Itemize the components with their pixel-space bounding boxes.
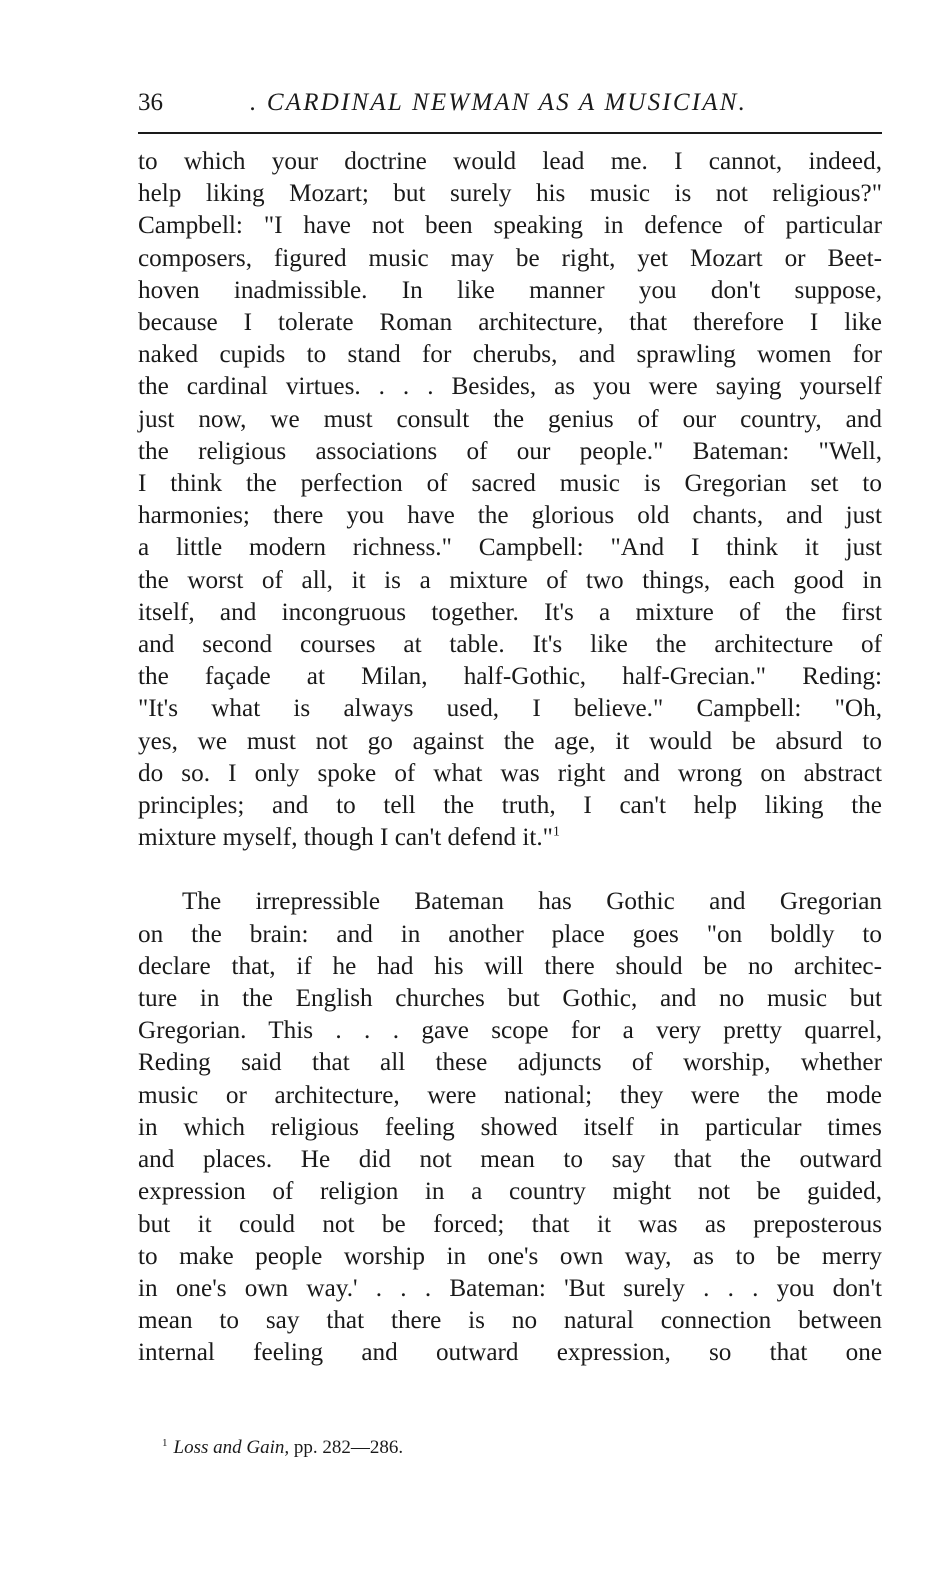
text-line-content: mixture myself, though I can't defend it." (138, 824, 553, 852)
footnote-mark: 1 (162, 1436, 168, 1449)
footnote (162, 1435, 403, 1461)
text-line: the façade at Milan, half-Gothic, half-Grecian." Reding: (138, 663, 882, 691)
text-line: hoven inadmissible. In like manner you don't suppose, (138, 276, 882, 304)
text-line: the religious associations of our people." Bateman: "Well, (138, 437, 882, 465)
text-line: harmonies; there you have the glorious old chants, and just (138, 502, 882, 530)
text-line: Campbell: "I have not been speaking in defence of particular (138, 212, 882, 240)
text-line: composers, figured music may be right, yet Mozart or Beet- (138, 244, 882, 272)
text-line: "It's what is always used, I believe." Campbell: "Oh, (138, 695, 882, 723)
text-line: yes, we must not go against the age, it would be absurd to (138, 727, 882, 755)
text-line: Reding said that all these adjuncts of worship, whether (138, 1049, 882, 1077)
text-line: help liking Mozart; but surely his music is not religious?" (138, 180, 882, 208)
text-line: the worst of all, it is a mixture of two things, each good in (138, 566, 882, 594)
text-line: Gregorian. This . . . gave scope for a very pretty quarrel, (138, 1017, 882, 1045)
footnote-pages: pp. 282—286. (293, 1437, 404, 1458)
running-title: . CARDINAL NEWMAN AS A MUSICIAN. (250, 89, 748, 116)
text-line: mean to say that there is no natural connection between (138, 1307, 882, 1335)
text-line: music or architecture, were national; they were the mode (138, 1081, 882, 1109)
text-line: principles; and to tell the truth, I can't help liking the (138, 792, 882, 820)
text-line: a little modern richness." Campbell: "And I think it just (138, 534, 882, 562)
text-line-last (138, 822, 882, 854)
text-line: The irrepressible Bateman has Gothic and Gregorian (182, 888, 882, 916)
text-line: but it could not be forced; that it was as preposterous (138, 1210, 882, 1238)
text-line: expression of religion in a country might not be guided, (138, 1178, 882, 1206)
text-line: to make people worship in one's own way, as to be merry (138, 1242, 882, 1270)
text-line: declare that, if he had his will there should be no architec- (138, 952, 882, 980)
page-number: 36 (138, 89, 163, 116)
footnote-title: Loss and Gain, (173, 1437, 290, 1458)
text-line: because I tolerate Roman architecture, that therefore I like (138, 309, 882, 337)
running-head (138, 86, 882, 120)
text-line: to which your doctrine would lead me. I cannot, indeed, (138, 148, 882, 175)
text-line: naked cupids to stand for cherubs, and sprawling women for (138, 341, 882, 369)
text-line: do so. I only spoke of what was right and wrong on abstract (138, 759, 882, 787)
text-line: I think the perfection of sacred music is Gregorian set to (138, 470, 882, 498)
text-line: on the brain: and in another place goes "on boldly to (138, 920, 882, 948)
paragraph-2 (138, 886, 882, 1369)
text-line: in which religious feeling showed itself in particular times (138, 1113, 882, 1141)
paragraph-1 (138, 146, 882, 854)
text-line: itself, and incongruous together. It's a mixture of the first (138, 598, 882, 626)
text-line: ture in the English churches but Gothic, and no music but (138, 985, 882, 1013)
text-line: and second courses at table. It's like the architecture of (138, 631, 882, 659)
footnote-reference[interactable]: 1 (552, 824, 560, 840)
text-line: the cardinal virtues. . . . Besides, as you were saying yourself (138, 373, 882, 401)
header-rule (138, 132, 882, 134)
text-line: just now, we must consult the genius of our country, and (138, 405, 882, 433)
body-text (138, 146, 882, 1370)
text-line: internal feeling and outward expression, so that one (138, 1339, 882, 1367)
text-line: and places. He did not mean to say that the outward (138, 1146, 882, 1174)
text-line: in one's own way.' . . . Bateman: 'But surely . . . you don't (138, 1274, 882, 1302)
